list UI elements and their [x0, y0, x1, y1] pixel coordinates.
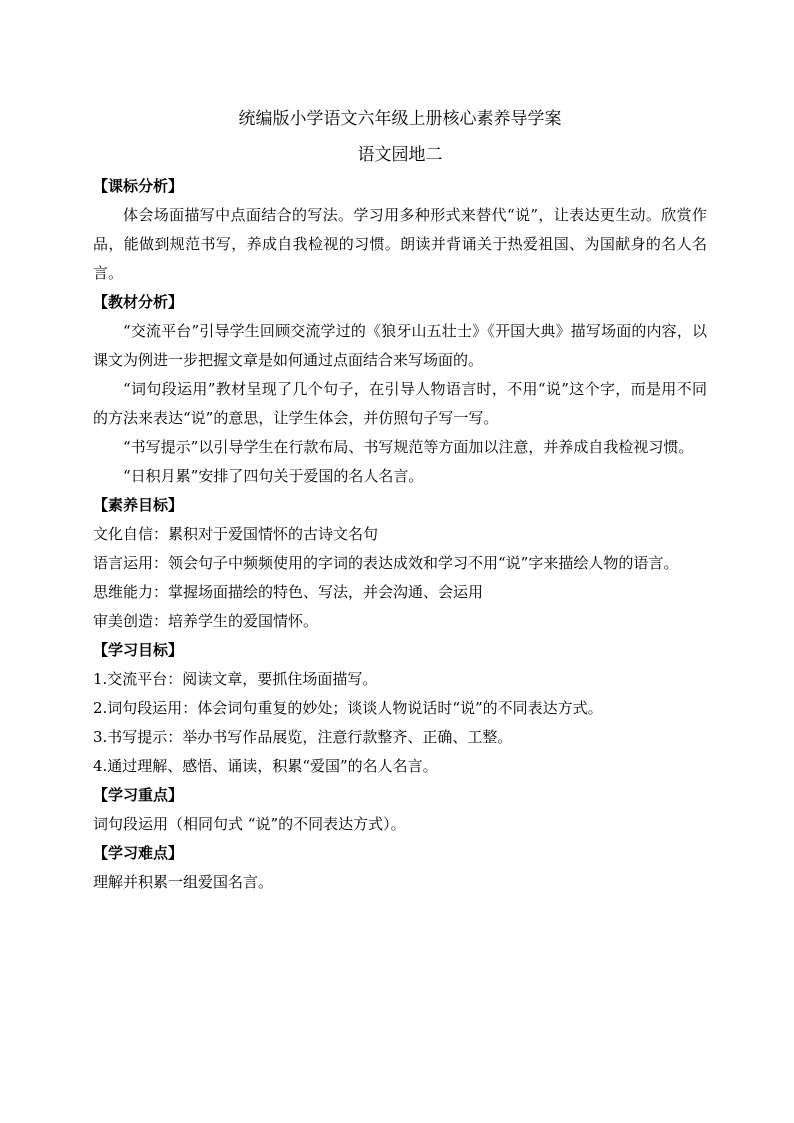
zhongdian-text: 词句段运用（相同句式 “说”的不同表达方式）。: [93, 815, 406, 833]
section-heading-zhongdian: 【学习重点】: [93, 786, 184, 804]
jiaocai-paragraph-3: “书写提示”以引导学生在行款布局、书写规范等方面加以注意，并养成自我检视习惯。: [123, 438, 694, 456]
document-body: [93, 104, 707, 897]
xuexi-mubiao-item-2: 2.词句段运用：体会词句重复的妙处；谈谈人物说话时“说”的不同表达方式。: [93, 699, 603, 717]
xuexi-mubiao-item-3: 3.书写提示：举办书写作品展览，注意行款整齐、正确、工整。: [93, 728, 513, 746]
suyang-item-1: 文化自信：累积对于爱国情怀的古诗文名句: [93, 525, 379, 543]
section-heading-xuexi-mubiao: 【学习目标】: [93, 641, 184, 659]
kebiao-paragraph: 体会场面描写中点面结合的写法。学习用多种形式来替代“说”，让表达更生动。欣赏作品，能做到规范书写，养成自我检视的习惯。朗读并背诵关于热爱祖国、为国献身的名人名言。: [93, 206, 707, 282]
suyang-item-4: 审美创造：培养学生的爱国情怀。: [93, 612, 319, 630]
suyang-item-2: 语言运用：领会句子中频频使用的字词的表达成效和学习不用“说”字来描绘人物的语言。: [93, 554, 679, 572]
section-heading-jiaocai: 【教材分析】: [93, 293, 184, 311]
jiaocai-paragraph-2: “词句段运用”教材呈现了几个句子，在引导人物语言时，不用“说”这个字，而是用不同的方法来表达“说”的意思，让学生体会，并仿照句子写一写。: [93, 380, 707, 427]
xuexi-mubiao-item-4: 4.通过理解、感悟、诵读，积累“爱国”的名人名言。: [93, 757, 438, 775]
document-subtitle: 语文园地二: [357, 145, 443, 165]
jiaocai-paragraph-1: “交流平台”引导学生回顾交流学过的《狼牙山五壮士》《开国大典》描写场面的内容，以课文为例进一步把握文章是如何通过点面结合来写场面的。: [93, 322, 707, 369]
document-title: 统编版小学语文六年级上册核心素养导学案: [238, 109, 562, 129]
jiaocai-paragraph-4: “日积月累”安排了四句关于爱国的名人名言。: [123, 467, 424, 485]
section-heading-suyang: 【素养目标】: [93, 496, 184, 514]
section-heading-nandian: 【学习难点】: [93, 844, 184, 862]
section-heading-kebiao: 【课标分析】: [93, 177, 184, 195]
nandian-text: 理解并积累一组爱国名言。: [93, 873, 274, 891]
suyang-item-3: 思维能力：掌握场面描绘的特色、写法，并会沟通、会运用: [93, 583, 484, 601]
xuexi-mubiao-item-1: 1.交流平台：阅读文章，要抓住场面描写。: [93, 670, 378, 688]
